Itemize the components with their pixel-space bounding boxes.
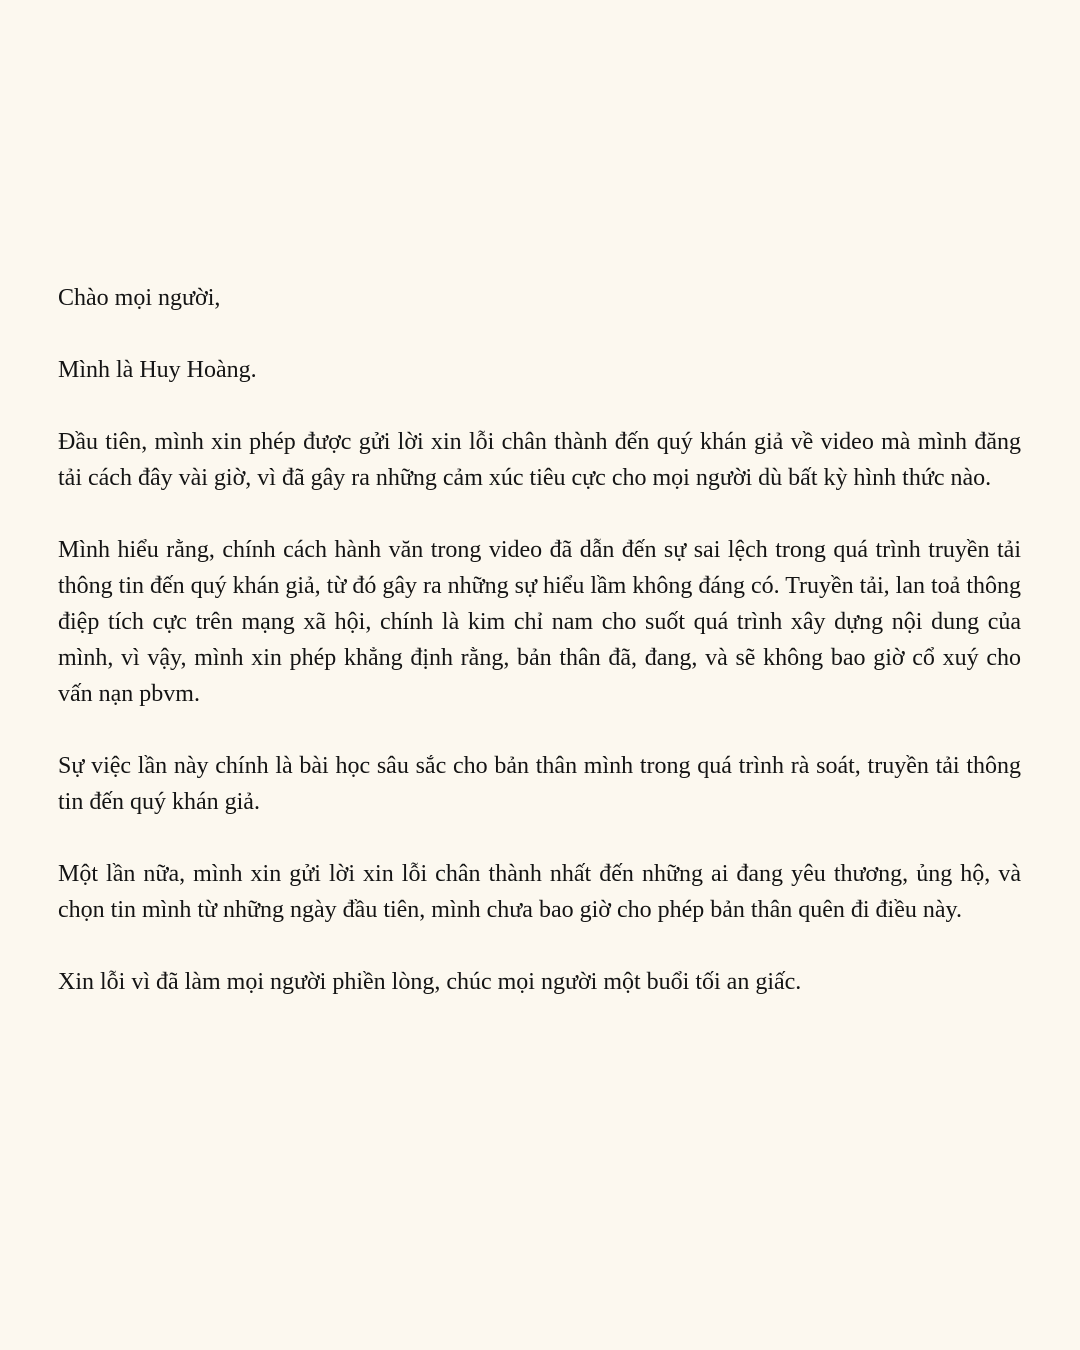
letter-paragraph-explanation: Mình hiểu rằng, chính cách hành văn trong video đã dẫn đến sự sai lệch trong quá trình truyền tải thông tin đến quý khán giả, từ đó gây ra những sự hiểu lầm không đáng có. Truyền tải, lan toả thông điệp tích cực trên mạng xã hội, chính là kim chỉ nam cho suốt quá trình xây dựng nội dung của mình, vì vậy, mình xin phép khẳng định rằng, bản thân đã, đang, và sẽ không bao giờ cổ xuý cho vấn nạn pbvm. [58,537,1021,707]
letter-paragraph-thanks: Một lần nữa, mình xin gửi lời xin lỗi chân thành nhất đến những ai đang yêu thương, ủng hộ, và chọn tin mình từ những ngày đầu tiên, mình chưa bao giờ cho phép bản thân quên đi điều này. [58,861,1021,923]
letter-greeting: Chào mọi người, [58,285,221,311]
letter-intro: Mình là Huy Hoàng. [58,357,257,383]
letter-paragraph-apology: Đầu tiên, mình xin phép được gửi lời xin lỗi chân thành đến quý khán giả về video mà mình đăng tải cách đây vài giờ, vì đã gây ra những cảm xúc tiêu cực cho mọi người dù bất kỳ hình thức nào. [58,429,1021,491]
letter-paragraph-lesson: Sự việc lần này chính là bài học sâu sắc cho bản thân mình trong quá trình rà soát, truyền tải thông tin đến quý khán giả. [58,753,1021,815]
apology-letter [58,280,1021,1000]
letter-closing: Xin lỗi vì đã làm mọi người phiền lòng, chúc mọi người một buổi tối an giấc. [58,969,802,995]
